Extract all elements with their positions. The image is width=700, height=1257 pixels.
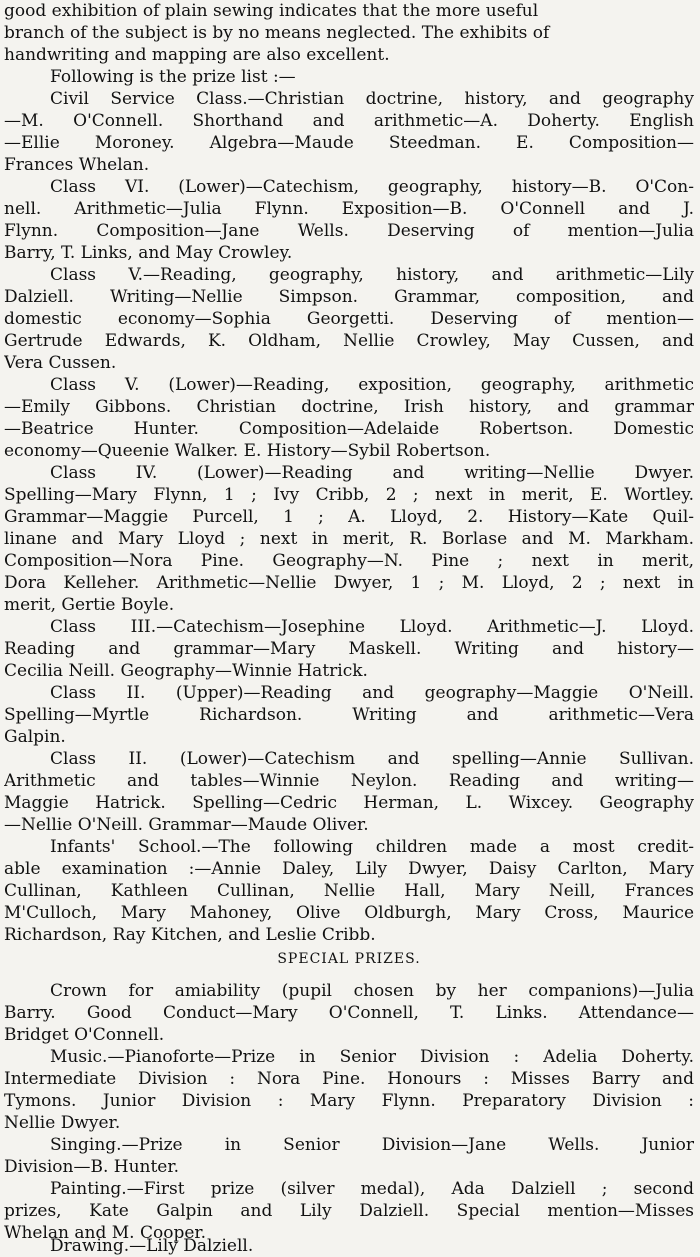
text-line: Intermediate Division : Nora Pine. Honours : Misses Barry and [4, 1069, 694, 1089]
text-line: Spelling—Mary Flynn, 1 ; Ivy Cribb, 2 ; next in merit, E. Wortley. [4, 485, 694, 505]
text-line: Singing.—Prize in Senior Division—Jane Wells. Junior [50, 1135, 694, 1155]
text-line: —M. O'Connell. Shorthand and arithmetic—A. Doherty. English [4, 111, 694, 131]
text-line: Gertrude Edwards, K. Oldham, Nellie Crowley, May Cussen, and [4, 331, 694, 351]
text-line: Class II. (Upper)—Reading and geography—Maggie O'Neill. [50, 683, 694, 703]
text-line: Maggie Hatrick. Spelling—Cedric Herman, L. Wixcey. Geography [4, 793, 694, 813]
text-line: Barry. Good Conduct—Mary O'Connell, T. Links. Attendance— [4, 1003, 694, 1023]
text-line: Music.—Pianoforte—Prize in Senior Division : Adelia Doherty. [50, 1047, 694, 1067]
section-heading: SPECIAL PRIZES. [277, 951, 421, 967]
text-line: merit, Gertie Boyle. [4, 595, 175, 615]
text-line: Dalziell. Writing—Nellie Simpson. Grammar, composition, and [4, 287, 694, 307]
text-line: —Beatrice Hunter. Composition—Adelaide Robertson. Domestic [4, 419, 694, 439]
text-line: Tymons. Junior Division : Mary Flynn. Preparatory Division : [4, 1091, 694, 1111]
text-line: Frances Whelan. [4, 155, 150, 175]
text-line: linane and Mary Lloyd ; next in merit, R. Borlase and M. Markham. [4, 529, 694, 549]
text-line: Spelling—Myrtle Richardson. Writing and arithmetic—Vera [4, 705, 694, 725]
text-line: —Ellie Moroney. Algebra—Maude Steedman. E. Composition— [4, 133, 694, 153]
text-line: Flynn. Composition—Jane Wells. Deserving of mention—Julia [4, 221, 694, 241]
text-line: Vera Cussen. [4, 353, 117, 373]
text-line: Class V. (Lower)—Reading, exposition, geography, arithmetic [50, 375, 694, 395]
text-line: Galpin. [4, 727, 66, 747]
text-line: Infants' School.—The following children made a most credit- [50, 837, 694, 857]
text-line: Class IV. (Lower)—Reading and writing—Nellie Dwyer. [50, 463, 694, 483]
text-line: Cecilia Neill. Geography—Winnie Hatrick. [4, 661, 368, 681]
text-line: Reading and grammar—Mary Maskell. Writing and history— [4, 639, 694, 659]
text-line: Barry, T. Links, and May Crowley. [4, 243, 293, 263]
text-line: Arithmetic and tables—Winnie Neylon. Reading and writing— [4, 771, 694, 791]
text-line: Class II. (Lower)—Catechism and spelling—Annie Sullivan. [50, 749, 694, 769]
text-line: Grammar—Maggie Purcell, 1 ; A. Lloyd, 2. History—Kate Quil- [4, 507, 694, 527]
text-line: Painting.—First prize (silver medal), Ada Dalziell ; second [50, 1179, 694, 1199]
text-line: economy—Queenie Walker. E. History—Sybil Robertson. [4, 441, 491, 461]
text-line: —Nellie O'Neill. Grammar—Maude Oliver. [4, 815, 369, 835]
text-line: Dora Kelleher. Arithmetic—Nellie Dwyer, 1 ; M. Lloyd, 2 ; next in [4, 573, 694, 593]
text-line: Nellie Dwyer. [4, 1113, 121, 1133]
text-line: Civil Service Class.—Christian doctrine, history, and geography [50, 89, 694, 109]
text-line: able examination :—Annie Daley, Lily Dwyer, Daisy Carlton, Mary [4, 859, 694, 879]
text-line: Composition—Nora Pine. Geography—N. Pine ; next in merit, [4, 551, 694, 571]
text-line: Division—B. Hunter. [4, 1157, 180, 1177]
text-line: handwriting and mapping are also excellent. [4, 45, 390, 65]
text-line: M'Culloch, Mary Mahoney, Olive Oldburgh, Mary Cross, Maurice [4, 903, 694, 923]
text-line: Class V.—Reading, geography, history, and arithmetic—Lily [50, 265, 694, 285]
text-line: Following is the prize list :— [50, 67, 296, 87]
text-line: Class III.—Catechism—Josephine Lloyd. Arithmetic—J. Lloyd. [50, 617, 694, 637]
text-line: Crown for amiability (pupil chosen by her companions)—Julia [50, 981, 694, 1001]
text-line: prizes, Kate Galpin and Lily Dalziell. Special mention—Misses [4, 1201, 694, 1221]
text-line: Class VI. (Lower)—Catechism, geography, history—B. O'Con- [50, 177, 694, 197]
text-line: domestic economy—Sophia Georgetti. Deserving of mention— [4, 309, 694, 329]
text-line: Richardson, Ray Kitchen, and Leslie Cribb. [4, 925, 376, 945]
text-line: —Emily Gibbons. Christian doctrine, Irish history, and grammar [4, 397, 694, 417]
text-line: Drawing.—Lily Dalziell. [50, 1236, 254, 1256]
text-line: good exhibition of plain sewing indicates that the more useful [4, 1, 539, 21]
text-line: nell. Arithmetic—Julia Flynn. Exposition—B. O'Connell and J. [4, 199, 694, 219]
text-line: Whelan and M. Cooper. [4, 1223, 207, 1243]
text-line: Cullinan, Kathleen Cullinan, Nellie Hall, Mary Neill, Frances [4, 881, 694, 901]
text-line: branch of the subject is by no means neglected. The exhibits of [4, 23, 550, 43]
text-line: Bridget O'Connell. [4, 1025, 165, 1045]
